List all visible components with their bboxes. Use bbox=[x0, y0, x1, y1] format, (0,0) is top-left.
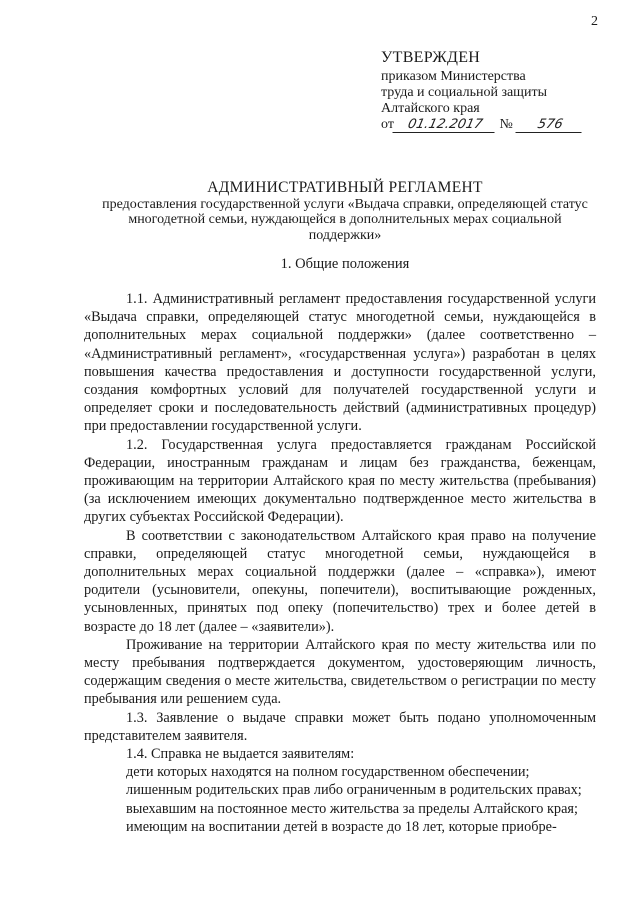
number-label: № bbox=[499, 117, 513, 132]
paragraph: 1.3. Заявление о выдаче справки может быть подано уполномоченным представителем заявителя. bbox=[84, 709, 596, 744]
section-heading: 1. Общие положения bbox=[280, 256, 410, 272]
document-subtitle: предоставления государственной услуги «Выдача справки, определяющей статус многодетной семьи, нуждающейся в дополнительных мерах социальной поддержки» bbox=[102, 196, 588, 243]
approval-line: труда и социальной защиты bbox=[381, 85, 547, 100]
list-item: дети которых находятся на полном государственном обеспечении; bbox=[126, 764, 530, 781]
list-item: лишенным родительских прав либо ограниченным в родительских правах; bbox=[126, 782, 582, 799]
approval-line: приказом Министерства bbox=[381, 69, 526, 84]
approval-heading: УТВЕРЖДЕН bbox=[381, 49, 481, 66]
handwritten-number: 576 bbox=[515, 118, 584, 133]
paragraph: 1.4. Справка не выдается заявителям: bbox=[126, 746, 355, 763]
paragraph: 1.1. Административный регламент предоставления государственной услуги «Выдача справки, определяющей статус многодетной семьи, нуждающейся в дополнительных мерах социальной поддержки» (далее соответственно – «Административный регламент», «государственная услуга») разработан в целях повышения качества предоставления и доступности государственной услуги, создания комфортных условий для получателей государственной услуги и определяет сроки и последовательность действий (административных процедур) при предоставлении государственной услуги. bbox=[84, 291, 596, 435]
paragraph: 1.2. Государственная услуга предоставляется гражданам Российской Федерации, иностранным гражданам и лицам без гражданства, беженцам, проживающим на территории Алтайского края по месту жительства (пребывания) (за исключением имеющих документально подтвержденное место жительства в других субъектах Российской Федерации). bbox=[84, 436, 596, 526]
date-prefix: от bbox=[381, 117, 394, 132]
handwritten-date: 01.12.2017 bbox=[392, 118, 497, 133]
document-title: АДМИНИСТРАТИВНЫЙ РЕГЛАМЕНТ bbox=[207, 179, 483, 196]
paragraph: В соответствии с законодательством Алтайского края право на получение справки, определяющей статус многодетной семьи, нуждающейся в дополнительных мерах социальной поддержки (далее – «справка»), имеют родители (усыновители, опекуны, попечители), воспитывающие рожденных, усыновленных, принятых под опеку (попечительство) трех и более детей в возрасте до 18 лет (далее – «заявители»). bbox=[84, 527, 596, 635]
list-item: выехавшим на постоянное место жительства за пределы Алтайского края; bbox=[126, 800, 578, 817]
paragraph: Проживание на территории Алтайского края по месту жительства или по месту пребывания подтверждается документом, удостоверяющим личность, содержащим сведения о месте жительства, свидетельством о регистрации по месту пребывания или решением суда. bbox=[84, 636, 596, 708]
page-number: 2 bbox=[591, 14, 598, 29]
document-body bbox=[84, 290, 596, 836]
document-title-block bbox=[100, 180, 590, 243]
list-item: имеющим на воспитании детей в возрасте до 18 лет, которые приобре- bbox=[126, 818, 557, 835]
approval-stamp-block bbox=[381, 50, 583, 133]
approval-line: Алтайского края bbox=[381, 101, 480, 116]
approval-date-number-row bbox=[381, 117, 583, 133]
